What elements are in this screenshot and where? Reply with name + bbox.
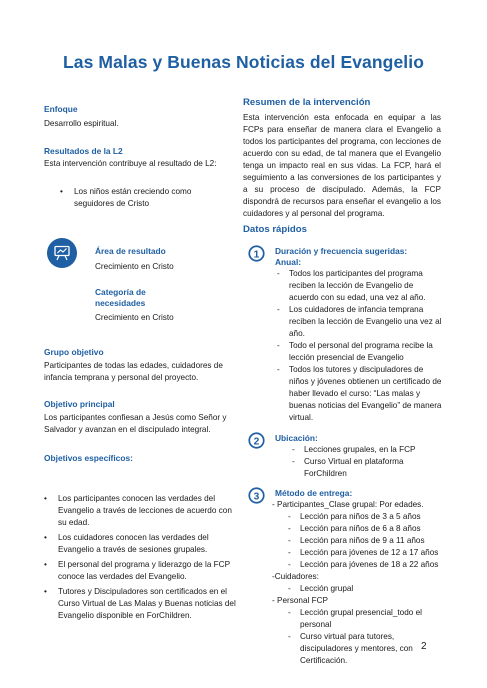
duracion-title: Duración y frecuencia sugeridas: [275,246,408,256]
enfoque-value: Desarrollo espiritual. [44,119,119,128]
especificos-label: Objetivos específicos: [44,453,133,463]
list-item: - Lección para jóvenes de 12 a 17 años [286,547,447,559]
list-item: - Curso virtual para tutores, discipuladores y mentores, con Certificación. [286,631,447,667]
page-title: Las Malas y Buenas Noticias del Evangelio [62,52,425,72]
numbered-circle-icon [248,432,265,449]
list-item: - Lección para niños de 6 a 8 años [286,523,447,535]
duracion-list [275,268,443,424]
metodo-group-participantes: - Participantes_Clase grupal: Por edades. [272,500,424,509]
metodo-title: Método de entrega: [275,488,353,498]
presentation-board-icon-graphic [53,245,71,261]
objetivo-label: Objetivo principal [44,399,115,409]
page-number: 2 [421,641,427,652]
ubicacion-list [290,444,440,480]
list-item: - Todo el personal del programa recibe la lección presencial de Evangelio [275,340,443,364]
metodo-group-personal-list [272,607,447,667]
grupo-text: Participantes de todas las edades, cuidadores de infancia temprana y personal del proyecto. [44,361,223,382]
list-item: • El personal del programa y liderazgo de la FCP conoce las verdades del Evangelio. [44,559,236,583]
list-item: - Lección para niños de 3 a 5 años [286,511,447,523]
resultados-text: Esta intervención contribuye al resultado de L2: [44,159,217,168]
metodo-group-participantes-list [272,511,447,571]
list-item: - Lección grupal presencial_todo el personal [286,607,447,631]
list-item: - Lección grupal [286,583,447,595]
metodo-group-cuidadores: -Cuidadores: [272,572,319,581]
list-item: • Tutores y Discipuladores son certificados en el Curso Virtual de Las Malas y Buenas noticias del Evangelio disponible en ForChildren. [44,586,236,622]
resumen-text: Esta intervención esta enfocada en equipar a las FCPs para enseñar de manera clara el Evangelio a todos los participantes del programa, con lecciones de acuerdo con su edad, de tal manera que el Evangelio tenga un impacto real en sus vidas. La FCP, hará el seguimiento a las conversiones de los participantes y a su proceso de discipulado. Además, la FCP dispondrá de recursos para enseñar el evangelio a los cuidadores y al personal del programa. [243,113,441,218]
list-item: • Los cuidadores conocen las verdades del Evangelio a través de sesiones grupales. [44,532,236,556]
grupo-label: Grupo objetivo [44,347,104,357]
list-item: - Todos los participantes del programa reciben la lección de Evangelio de acuerdo con su edad, una vez al año. [275,268,443,304]
ubicacion-title: Ubicación: [275,433,318,443]
step-number: 3 [253,491,260,503]
list-item: - Los cuidadores de infancia temprana reciben la lección de Evangelio una vez al año. [275,304,443,340]
metodo-group-cuidadores-list [272,583,447,595]
resumen-title: Resumen de la intervención [243,97,371,108]
objetivo-text: Los participantes confiesan a Jesús como Señor y Salvador y avanzan en el discipulado integral. [44,413,227,434]
resultados-label: Resultados de la L2 [44,146,123,156]
categoria-label: Categoría de necesidades [95,287,146,308]
duracion-sub: Anual: [275,257,302,267]
list-item: • Los niños están creciendo como seguidores de Cristo [60,186,230,210]
datos-title: Datos rápidos [243,224,307,235]
metodo-group-personal: - Personal FCP [272,596,328,605]
categoria-value: Crecimiento en Cristo [95,313,174,322]
list-item: - Todos los tutores y discipuladores de niños y jóvenes obtienen un certificado de haber llevado el curso: “Las malas y buenas noticias del Evangelio” de manera virtual. [275,364,443,424]
presentation-board-icon [47,238,77,268]
enfoque-label: Enfoque [44,104,78,114]
list-item: • Los participantes conocen las verdades del Evangelio a través de lecciones de acuerdo con su edad. [44,493,236,529]
numbered-circle-icon [248,487,265,504]
area-value: Crecimiento en Cristo [95,262,174,271]
list-item: - Lección para jóvenes de 18 a 22 años [286,559,447,571]
list-item: - Lección para niños de 9 a 11 años [286,535,447,547]
resultados-bullet-list [60,186,230,213]
numbered-circle-icon [248,245,265,262]
list-item: - Lecciones grupales, en la FCP [290,444,440,456]
step-number: 2 [253,436,260,448]
especificos-bullet-list [44,493,236,625]
area-label: Área de resultado [95,246,166,256]
step-number: 1 [253,249,260,261]
list-item: - Curso Virtual en plataforma ForChildren [290,456,440,480]
